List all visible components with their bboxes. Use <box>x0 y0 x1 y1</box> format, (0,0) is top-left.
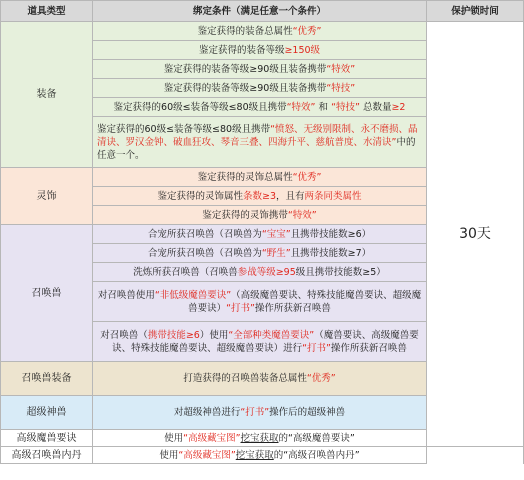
condition-cell <box>93 263 427 282</box>
condition-text: ，且有 <box>276 190 305 202</box>
category-summon: 召唤兽 <box>1 225 93 362</box>
condition-cell <box>93 79 427 98</box>
category-equipment: 装备 <box>1 22 93 168</box>
condition-highlight: “优秀” <box>292 171 322 183</box>
condition-highlight: “全部种类魔兽要诀” <box>228 329 315 341</box>
lock-time-main: 30天 <box>427 22 524 447</box>
condition-highlight: ≥150级 <box>284 44 321 56</box>
condition-text: 挖宝获取 <box>235 449 274 461</box>
condition-highlight: 参战等级≥95 <box>237 266 296 278</box>
condition-cell <box>93 168 427 187</box>
category-advanced-core: 高级召唤兽内丹 <box>1 447 93 464</box>
condition-text: 操作所获新召唤兽 <box>330 342 407 354</box>
condition-text: 对召唤兽使用 <box>97 289 155 301</box>
condition-cell <box>93 206 427 225</box>
condition-highlight: “非低级魔兽要诀” <box>154 289 232 301</box>
condition-text: 洗炼所获召唤兽（召唤兽 <box>133 266 238 278</box>
table-row <box>1 447 524 464</box>
condition-cell <box>93 447 427 464</box>
condition-cell <box>93 396 427 430</box>
condition-highlight: “特效” <box>287 209 317 221</box>
condition-text: 打造获得的召唤兽装备总属性 <box>183 373 307 384</box>
condition-highlight: 两条同类属性 <box>304 190 362 202</box>
header-bind-condition: 绑定条件（满足任意一个条件） <box>93 1 427 22</box>
condition-cell <box>93 117 427 168</box>
category-accessory: 灵饰 <box>1 168 93 225</box>
condition-cell <box>93 430 427 447</box>
condition-text: 中的任意一个。 <box>97 136 416 161</box>
condition-text: 鉴定获得的60级≤装备等级≤80级且携带 <box>97 123 271 135</box>
condition-cell <box>93 282 427 322</box>
condition-highlight: “特效” <box>326 63 356 75</box>
condition-cell <box>93 98 427 117</box>
condition-highlight: “高级藏宝图” <box>183 432 241 444</box>
condition-text: 总数量 <box>362 101 392 113</box>
condition-text: 使用 <box>159 449 179 461</box>
condition-highlight: “打书” <box>240 407 270 418</box>
condition-text: （魔兽要诀、高级魔兽要诀、特殊技能魔兽要诀、超级魔兽要诀）进行 <box>112 329 419 354</box>
condition-text: 的“高级召唤兽内丹” <box>273 449 360 461</box>
condition-text: 鉴定获得的装备等级 <box>198 44 285 56</box>
condition-cell <box>93 362 427 396</box>
condition-text: 挖宝获取 <box>240 432 279 444</box>
condition-text: 对召唤兽（ <box>100 329 148 341</box>
condition-highlight: “高级藏宝图” <box>178 449 236 461</box>
condition-text: 和 <box>318 101 329 113</box>
condition-highlight: 携带技能≥6 <box>147 329 200 341</box>
condition-highlight: “特效” <box>286 101 316 113</box>
condition-text: 对超级神兽进行 <box>173 407 241 418</box>
condition-text: 鉴定获得的灵饰携带 <box>202 209 288 221</box>
header-lock-time: 保护锁时间 <box>427 1 524 22</box>
condition-cell <box>93 187 427 206</box>
condition-text: 操作所获新召唤兽 <box>254 302 331 314</box>
condition-text: 鉴定获得的装备等级≥90级且装备携带 <box>163 63 327 75</box>
condition-text: 鉴定获得的灵饰总属性 <box>197 171 293 183</box>
condition-highlight: “宝宝” <box>261 228 291 240</box>
condition-text: 鉴定获得的灵饰属性 <box>157 190 243 202</box>
condition-highlight: “优秀” <box>306 373 336 384</box>
condition-cell <box>93 225 427 244</box>
category-super-divine-beast: 超级神兽 <box>1 396 93 430</box>
condition-text: 鉴定获得的60级≤装备等级≤80级且携带 <box>113 101 287 113</box>
condition-cell <box>93 41 427 60</box>
condition-highlight: ≥2 <box>391 101 406 113</box>
condition-text: 使用 <box>164 432 184 444</box>
condition-text: 合宠所获召唤兽（召唤兽为 <box>147 247 262 259</box>
header-item-type: 道具类型 <box>1 1 93 22</box>
condition-text: 操作后的超级神兽 <box>269 407 346 418</box>
condition-cell <box>93 22 427 41</box>
condition-highlight: “优秀” <box>292 25 322 37</box>
condition-text: 鉴定获得的装备总属性 <box>197 25 293 37</box>
condition-highlight: “特技” <box>326 82 356 94</box>
category-advanced-book: 高级魔兽要诀 <box>1 430 93 447</box>
condition-text: ）使用 <box>199 329 229 341</box>
condition-text: 的“高级魔兽要诀” <box>278 432 355 444</box>
condition-highlight: “特技” <box>331 101 360 113</box>
condition-text: 且携带技能数≥7） <box>290 247 372 259</box>
condition-cell <box>93 60 427 79</box>
condition-highlight: “愤怒、无级别限制、永不磨损、晶清诀、罗汉金钟、破血狂攻、琴音三叠、四海升平、慈航普度、水清诀” <box>97 123 418 148</box>
category-summon-equipment: 召唤兽装备 <box>1 362 93 396</box>
condition-text: 鉴定获得的装备等级≥90级且装备携带 <box>163 82 327 94</box>
condition-text: 级且携带技能数≥5） <box>295 266 386 278</box>
condition-text: （高级魔兽要诀、特殊技能魔兽要诀、超级魔兽要诀） <box>188 289 422 314</box>
condition-highlight: 条数≥3 <box>242 190 276 202</box>
condition-text: 合宠所获召唤兽（召唤兽为 <box>147 228 262 240</box>
table-row <box>1 22 524 41</box>
condition-text: 且携带技能数≥6） <box>290 228 372 240</box>
condition-cell <box>93 322 427 362</box>
condition-highlight: “野生” <box>261 247 291 259</box>
condition-highlight: “打书” <box>302 342 331 354</box>
condition-cell <box>93 244 427 263</box>
table-header-row <box>1 1 524 22</box>
condition-highlight: “打书” <box>226 302 255 314</box>
